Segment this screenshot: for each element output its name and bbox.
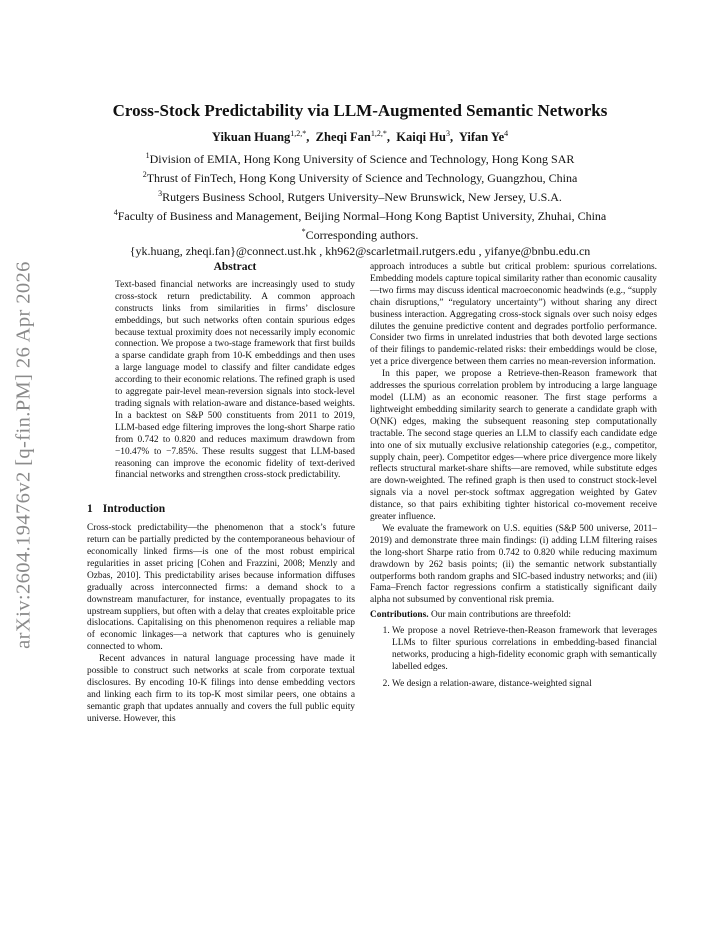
body-paragraph: We evaluate the framework on U.S. equities (S&P 500 universe, 2011–2019) and demonstrate three main findings: (i) adding LLM filtering raises the long-short Sharpe ratio from 0.742 to 0.820 while reducing maximum drawdown by 262 basis points; (ii) the semantic network substantially outperforms both random graphs and SIC-based industry networks; and (iii) Fama–French factor regressions confirm a statistically significant daily alpha not subsumed by conventional risk premia. <box>370 523 657 606</box>
section-heading <box>87 504 355 516</box>
section-number: 1 <box>87 503 93 516</box>
contributions-list <box>370 626 657 691</box>
left-column <box>87 262 355 726</box>
arxiv-identifier-sidebar <box>4 240 44 670</box>
list-item: 2. We design a relation-aware, distance-weighted signal <box>392 679 657 691</box>
author-name: Yifan Ye <box>458 130 505 145</box>
affiliation: $^2$Thrust of FinTech, Hong Kong University of Science and Technology, Guangzhou, China <box>142 170 578 186</box>
affiliation: $^4$Faculty of Business and Management, Beijing Normal–Hong Kong Baptist University, Zhuhai, China <box>113 208 607 224</box>
author-sup: 1,2,* <box>290 129 307 138</box>
author-sup: 4 <box>504 129 509 138</box>
right-column <box>370 262 657 696</box>
intro-paragraph-1: Cross-stock predictability—the phenomenon that a stock’s future return can be partially predicted by the contemporaneous behaviour of economically linked firms—is one of the most robust empirical regularities in asset pricing [Cohen and Frazzini, 2008; Menzly and Ozbas, 2010]. This predictability arises because information diffuses gradually across interconnected firms: a demand shock to a downstream manufacturer, for instance, eventually propagates to its upstream suppliers, but often with a delay that creates exploitable price dislocations. Capitalising on this phenomenon requires a reliable map of economic linkages—a network that captures who is genuinely connected to whom. <box>87 523 355 653</box>
body-paragraph: In this paper, we propose a Retrieve-then-Reason framework that addresses the spurious correlation problem by introducing a large language model (LLM) as an economic reasoner. The first stage performs a lightweight embedding similarity search to generate a candidate graph with O(NK) edges, making the subsequent reasoning step computationally tractable. The second stage queries an LLM to classify each candidate edge into one of six mutually exclusive relationship categories (e.g., competitor, supply chain, peer). Competitor edges—where price divergence more likely reflects structural market-share shifts—are removed, while substitute edges are down-weighted. The refined graph is then used to construct stock-level signals via a novel per-stock softmax aggregation weighted by Gatev distance, so that pairs exhibiting tighter historical co-movement receive greater influence. <box>370 369 657 523</box>
abstract-text: Text-based financial networks are increasingly used to study cross-stock return predictability. A common approach constructs links from similarities in firms’ disclosure embeddings, but such networks often contain spurious edges because textual proximity does not necessarily imply economic connection. We propose a two-stage framework that first builds a sparse candidate graph from 10-K embeddings and then uses a large language model to classify and filter candidate edges according to their economic relations. The refined graph is used to aggregate pair-level mean-reversion signals into stock-level trading signals with relation-aware and distance-based weights. In a backtest on S&P 500 constituents from 2011 to 2019, LLM-based edge filtering improves the long-short Sharpe ratio from 0.742 to 0.820 and reduces maximum drawdown from −10.47% to −7.85%. These results suggest that LLM-based reasoning can improve the economic fidelity of text-derived financial networks and strengthen cross-stock predictability. <box>115 279 355 481</box>
paper-header <box>60 101 660 259</box>
list-item: 1. We propose a novel Retrieve-then-Reason framework that leverages LLMs to filter spurious correlations in embedding-based financial networks, producing a high-fidelity economic graph with semantically labelled edges. <box>392 626 657 674</box>
author-emails: {yk.huang, zheqi.fan}@connect.ust.hk , kh962@scarletmail.rutgers.edu , yifanye@bnbu.edu.cn <box>129 244 591 259</box>
contributions-heading: Contributions. <box>370 610 429 621</box>
author-name: Zheqi Fan <box>315 130 371 145</box>
abstract-heading: Abstract <box>213 261 257 273</box>
paper-title: Cross-Stock Predictability via LLM-Augmented Semantic Networks <box>112 101 608 120</box>
corresponding-note: *Corresponding authors. <box>301 227 419 243</box>
affiliation: $^3$Rutgers Business School, Rutgers University–New Brunswick, New Jersey, U.S.A. <box>158 189 562 205</box>
abstract <box>115 262 355 482</box>
arxiv-identifier: arXiv:2604.19476v2 [q-fin.PM] 26 Apr 2026 <box>12 261 35 649</box>
author-name: Kaiqi Hu <box>396 130 446 145</box>
body-paragraph: approach introduces a subtle but critical problem: spurious correlations. Embedding models capture topical similarity rather than economic causality—two firms may discuss identical macroeconomic headwinds (e.g., “supply chain disruptions,” “regulatory uncertainty”) without sharing any direct business interaction. Aggregating cross-stock signals over such noisy edges dilutes the genuine predictive content and degrades portfolio performance. Consider two firms in unrelated industries that both devoted large sections of their filings to pandemic-related risks: their embeddings would be close, yet a price divergence between them carries no mean-reversion information. <box>370 262 657 368</box>
author-list: Yikuan Huang$^{1,2,*}$, Zheqi Fan$^{1,2,*}$, Kaiqi Hu$^3$, Yifan Ye$^4$ <box>211 129 509 145</box>
section-title: Introduction <box>102 503 166 516</box>
contributions-lead: Our main contributions are threefold: <box>430 610 572 621</box>
intro-paragraph-2: Recent advances in natural language processing have made it possible to construct such networks at scale from corporate textual disclosures. By encoding 10-K filings into dense embedding vectors and linking each firm to its top-K most similar peers, one obtains a semantic graph that updates annually and covers the full public equity universe. However, this <box>87 654 355 724</box>
author-name: Yikuan Huang <box>211 130 291 145</box>
affiliation: $^1$Division of EMIA, Hong Kong University of Science and Technology, Hong Kong SAR <box>145 151 575 167</box>
author-sup: 3 <box>445 129 450 138</box>
author-sup: 1,2,* <box>370 129 387 138</box>
contributions-paragraph <box>370 610 657 622</box>
